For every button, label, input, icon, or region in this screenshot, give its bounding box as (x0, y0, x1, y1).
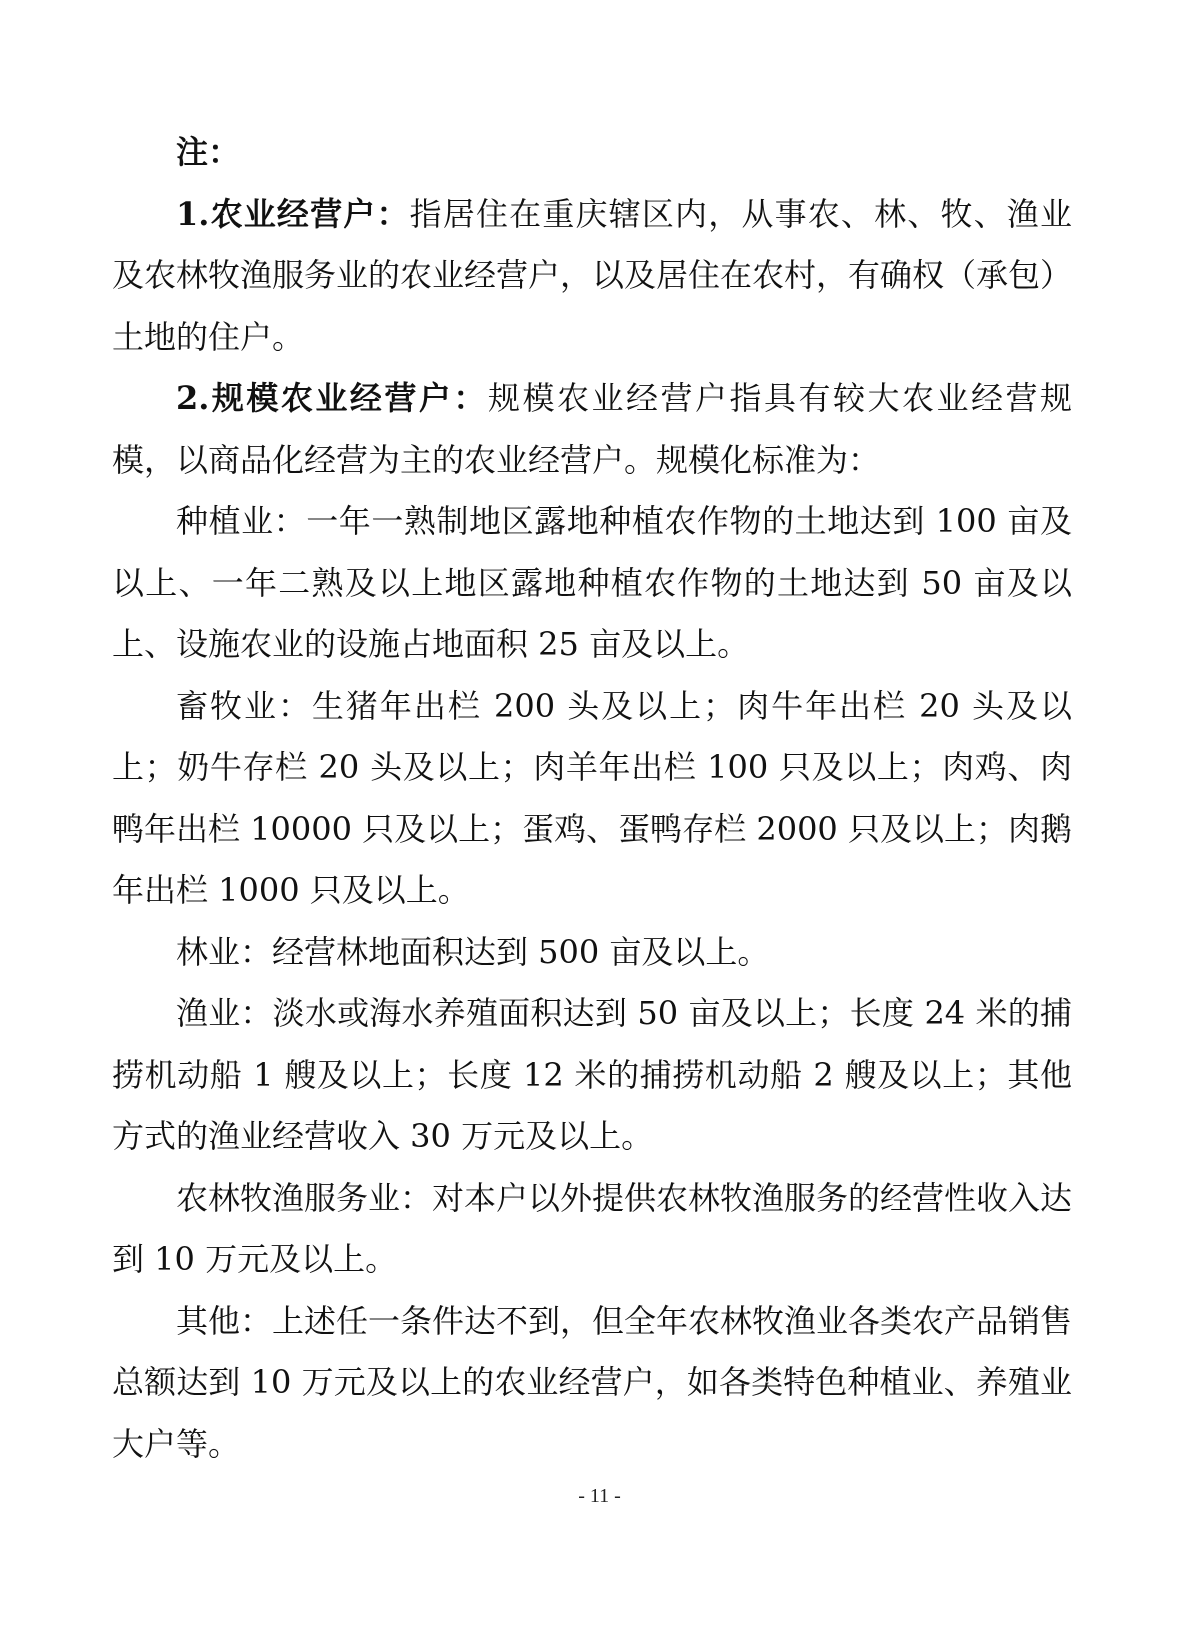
note-heading: 注： (176, 133, 241, 171)
definition-text-farm-household: 指居住在重庆辖区内，从事农、林、牧、渔业及农林牧渔服务业的农业经营户，以及居住在农村，有确权（承包）土地的住户。 (112, 194, 1073, 356)
definition-text-large-scale-household: 规模农业经营户指具有较大农业经营规模，以商品化经营为主的农业经营户。规模化标准为： (112, 379, 1072, 479)
definition-farm-household (112, 184, 1072, 369)
term-large-scale-household: 2.规模农业经营户： (176, 379, 488, 417)
criterion-livestock: 畜牧业：生猪年出栏 200 头及以上；肉牛年出栏 20 头及以上；奶牛存栏 20 头及以上；肉羊年出栏 100 只及以上；肉鸡、肉鸭年出栏 10000 只及以上；蛋鸡、蛋鸭存栏 2000 只及以上；肉鹅年出栏 1000 只及以上。 (112, 686, 1072, 909)
definition-large-scale-household (112, 368, 1072, 491)
term-farm-household: 1.农业经营户： (176, 194, 410, 233)
criterion-services: 农林牧渔服务业：对本户以外提供农林牧渔服务的经营性收入达到 10 万元及以上。 (112, 1178, 1073, 1278)
document-body (112, 122, 1072, 1475)
page-number: - 11 - (578, 1485, 621, 1507)
criterion-planting: 种植业：一年一熟制地区露地种植农作物的土地达到 100 亩及以上、一年二熟及以上地区露地种植农作物的土地达到 50 亩及以上、设施农业的设施占地面积 25 亩及以上。 (112, 502, 1072, 663)
criterion-forestry: 林业：经营林地面积达到 500 亩及以上。 (176, 932, 770, 971)
criterion-fishery: 渔业：淡水或海水养殖面积达到 50 亩及以上；长度 24 米的捕捞机动船 1 艘及以上；长度 12 米的捕捞机动船 2 艘及以上；其他方式的渔业经营收入 30 万元及以上。 (112, 994, 1072, 1155)
criterion-other: 其他：上述任一条件达不到，但全年农林牧渔业各类农产品销售总额达到 10 万元及以上的农业经营户，如各类特色种植业、养殖业大户等。 (112, 1301, 1073, 1463)
